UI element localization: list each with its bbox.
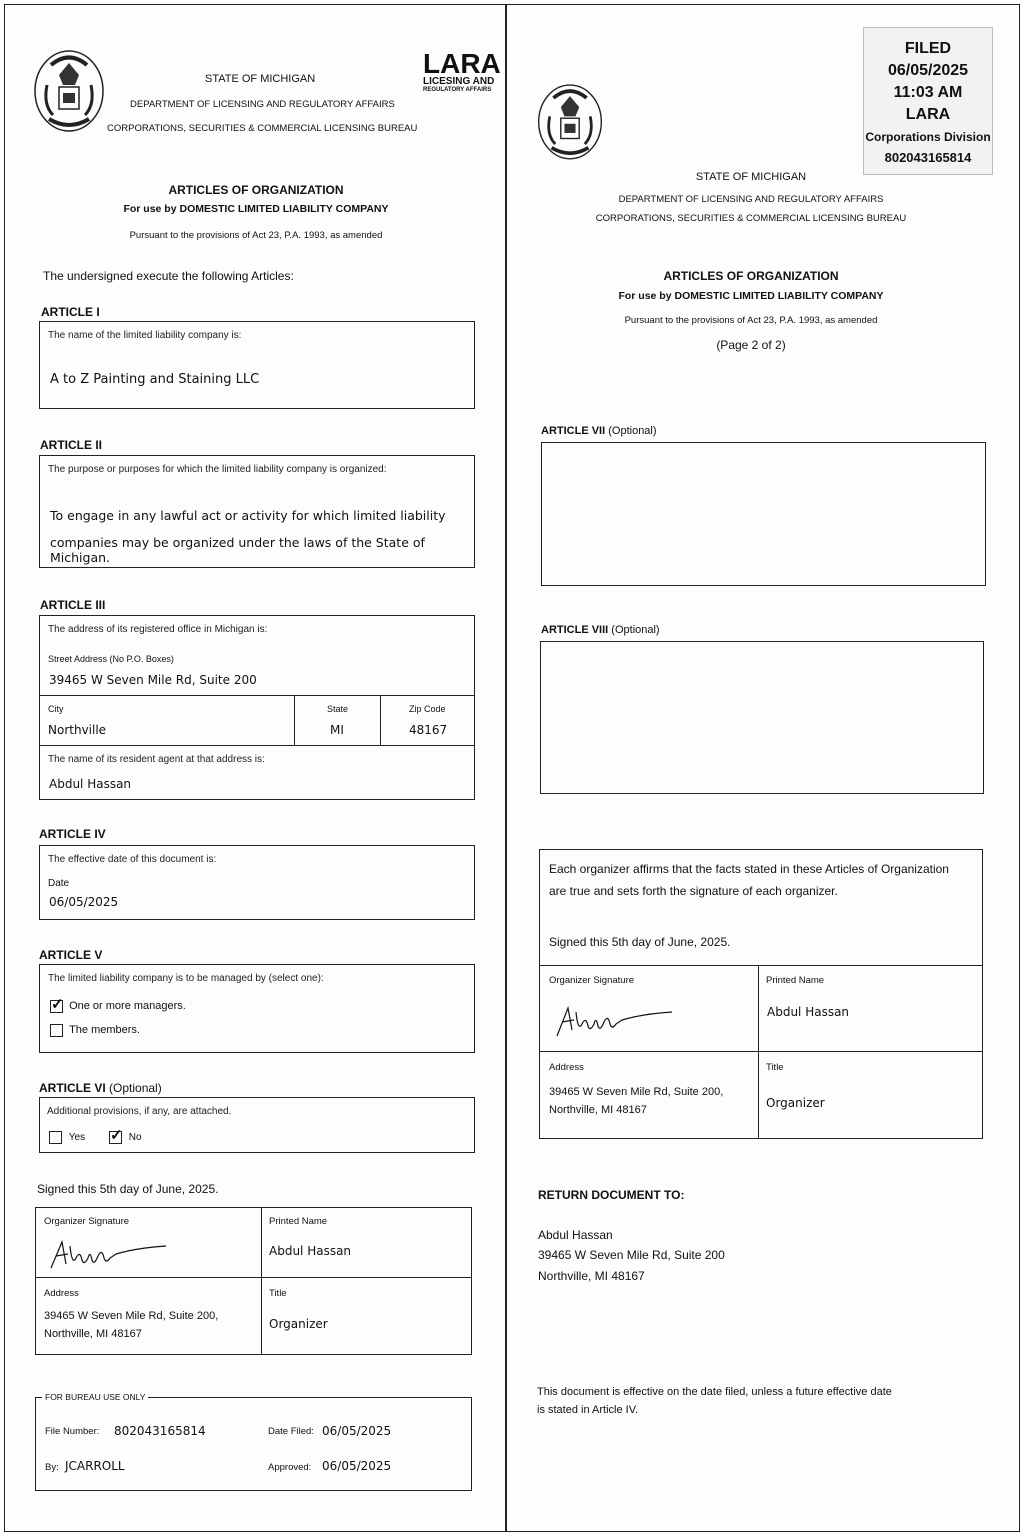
article-3-box [39,615,475,800]
effective-note-line-2: is stated in Article IV. [537,1404,639,1416]
bureau-use-box [35,1392,472,1491]
divider [261,1208,262,1354]
state-seal-icon [31,45,107,135]
lara-logo-main: LARA [423,48,501,79]
zip-field[interactable]: 48167 [409,723,448,737]
article-6-label: Additional provisions, if any, are attached. [47,1106,232,1117]
article-2-heading: ARTICLE II [40,438,102,452]
divider [294,695,295,745]
purpose-line-2[interactable]: companies may be organized under the laws of the State of Michigan. [50,535,425,565]
stamp-division: Corporations Division [865,130,991,144]
article-8-heading [541,624,660,636]
members-option-label: The members. [69,1024,140,1037]
page-1-sheet [4,4,506,1532]
affirm-line-2: are true and sets forth the signature of each organizer. [549,884,838,898]
zip-label: Zip Code [409,704,446,714]
article-6-box [39,1097,475,1153]
form-pursuant: Pursuant to the provisions of Act 23, P.A. 1993, as amended [129,230,383,241]
divider [40,695,474,696]
agent-label: The name of its resident agent at that address is: [48,754,265,765]
title-field[interactable]: Organizer [766,1096,825,1110]
organizer-signature [46,1236,171,1272]
article-5-label: The limited liability company is to be managed by (select one): [48,973,324,984]
filed-stamp [863,27,993,175]
printed-name-label: Printed Name [269,1216,328,1227]
divider [36,1277,471,1278]
affirm-line-1: Each organizer affirms that the facts stated in these Articles of Organization [549,862,949,876]
form-subtitle: For use by DOMESTIC LIMITED LIABILITY COMPANY [123,203,389,215]
state-seal-icon [535,75,605,167]
no-option[interactable] [109,1127,142,1144]
city-label: City [48,704,64,714]
page-2-sheet [506,4,1020,1532]
affirmation-box [539,849,983,1139]
effective-date-field[interactable]: 06/05/2025 [49,895,119,909]
address-line-2: Northville, MI 48167 [44,1328,142,1340]
form-pursuant: Pursuant to the provisions of Act 23, P.A. 1993, as amended [624,315,878,326]
state-label: STATE OF MICHIGAN [205,73,316,85]
managers-option-label: One or more managers. [69,1000,186,1013]
purpose-line-1[interactable]: To engage in any lawful act or activity for which limited liability [50,508,446,523]
article-6-optional: (Optional) [109,1081,162,1095]
article-7-title: ARTICLE VII [541,425,606,437]
stamp-time: 11:03 AM [893,84,963,101]
article-8-title: ARTICLE VIII [541,624,609,636]
address-line-1: 39465 W Seven Mile Rd, Suite 200, [549,1086,724,1098]
article-8-field[interactable] [540,641,984,794]
article-4-label: The effective date of this document is: [48,854,217,865]
return-street: 39465 W Seven Mile Rd, Suite 200 [538,1248,725,1262]
lara-logo [423,48,503,94]
return-city: Northville, MI 48167 [538,1269,645,1283]
organizer-table [35,1207,472,1355]
form-title: ARTICLES OF ORGANIZATION [663,269,839,283]
return-name: Abdul Hassan [538,1228,613,1242]
article-4-heading: ARTICLE IV [39,827,106,841]
divider [40,745,474,746]
by-label: By: [45,1462,59,1473]
street-field[interactable]: 39465 W Seven Mile Rd, Suite 200 [49,673,257,687]
title-field[interactable]: Organizer [269,1317,328,1331]
stamp-filed: FILED [904,40,952,57]
article-5-heading: ARTICLE V [39,948,103,962]
date-label: Date [48,878,70,889]
form-title: ARTICLES OF ORGANIZATION [168,183,344,197]
divider [540,965,982,966]
bureau-label: CORPORATIONS, SECURITIES & COMMERCIAL LICENSING BUREAU [107,123,418,134]
managers-option[interactable] [50,996,186,1013]
address-label: Address [549,1062,584,1073]
article-8-optional: (Optional) [611,624,660,636]
company-name-field[interactable]: A to Z Painting and Staining LLC [50,372,260,387]
title-label: Title [269,1288,287,1299]
managers-checkbox[interactable] [50,996,64,1013]
approved-value: 06/05/2025 [322,1459,392,1473]
approved-label: Approved: [268,1462,312,1473]
printed-name-field[interactable]: Abdul Hassan [269,1244,352,1258]
address-label: Address [44,1288,79,1299]
article-1-heading: ARTICLE I [41,305,100,319]
members-option[interactable] [50,1024,140,1037]
article-7-optional: (Optional) [608,425,657,437]
address-line-1: 39465 W Seven Mile Rd, Suite 200, [44,1310,219,1322]
bureau-use-legend: FOR BUREAU USE ONLY [42,1392,148,1402]
article-6-heading [39,1081,162,1095]
members-checkbox[interactable] [50,1024,63,1037]
signature-label: Organizer Signature [44,1216,130,1227]
signature-label: Organizer Signature [549,975,635,986]
printed-name-label: Printed Name [766,975,825,986]
effective-note-line-1: This document is effective on the date filed, unless a future effective date [537,1386,892,1398]
organizer-signature [552,1000,677,1040]
article-1-label: The name of the limited liability company is: [48,330,242,341]
article-4-box [39,845,475,920]
article-3-heading: ARTICLE III [40,598,106,612]
yes-checkbox[interactable] [49,1131,62,1144]
article-7-heading [541,425,657,437]
date-filed-value: 06/05/2025 [322,1424,392,1438]
department-label: DEPARTMENT OF LICENSING AND REGULATORY AFFAIRS [130,99,395,110]
address-line-2: Northville, MI 48167 [549,1104,647,1116]
divider [380,695,381,745]
bureau-label: CORPORATIONS, SECURITIES & COMMERCIAL LICENSING BUREAU [595,213,907,224]
state-field-label: State [327,704,349,714]
intro-text: The undersigned execute the following Articles: [43,269,294,283]
department-label: DEPARTMENT OF LICENSING AND REGULATORY AFFAIRS [618,194,884,205]
no-checkbox[interactable] [109,1127,123,1144]
lara-logo-sub2: REGULATORY AFFAIRS [423,87,492,93]
date-filed-label: Date Filed: [268,1426,314,1437]
article-2-label: The purpose or purposes for which the limited liability company is organized: [48,464,387,475]
city-field[interactable]: Northville [48,723,107,737]
page-indicator: (Page 2 of 2) [716,338,786,352]
stamp-file-number: 802043165814 [884,150,972,165]
article-2-box [39,455,475,568]
by-value: JCARROLL [65,1459,125,1473]
file-number-label: File Number: [45,1426,100,1437]
signed-text: Signed this 5th day of June, 2025. [37,1182,219,1196]
lara-logo-sub1: LICESING AND [423,76,495,87]
agent-field[interactable]: Abdul Hassan [49,777,132,791]
stamp-date: 06/05/2025 [887,62,969,79]
article-7-field[interactable] [541,442,986,586]
yes-option-label: Yes [68,1132,86,1144]
street-label: Street Address (No P.O. Boxes) [48,654,174,664]
checkmark-icon: ✓ [51,996,64,1013]
file-number-value: 802043165814 [114,1424,206,1438]
no-option-label: No [128,1132,142,1144]
stamp-agency: LARA [905,106,951,123]
checkmark-icon: ✓ [110,1127,123,1144]
article-1-box [39,321,475,409]
return-heading: RETURN DOCUMENT TO: [538,1188,685,1202]
form-subtitle: For use by DOMESTIC LIMITED LIABILITY COMPANY [618,290,884,302]
article-6-title: ARTICLE VI [39,1081,106,1095]
article-3-label: The address of its registered office in Michigan is: [48,624,268,635]
yes-option[interactable] [49,1131,85,1144]
printed-name-field[interactable]: Abdul Hassan [767,1005,850,1019]
signed-text: Signed this 5th day of June, 2025. [549,935,731,949]
state-label: STATE OF MICHIGAN [695,171,807,183]
title-label: Title [766,1062,784,1073]
article-5-box [39,964,475,1053]
divider [540,1051,982,1052]
state-field[interactable]: MI [330,723,344,737]
